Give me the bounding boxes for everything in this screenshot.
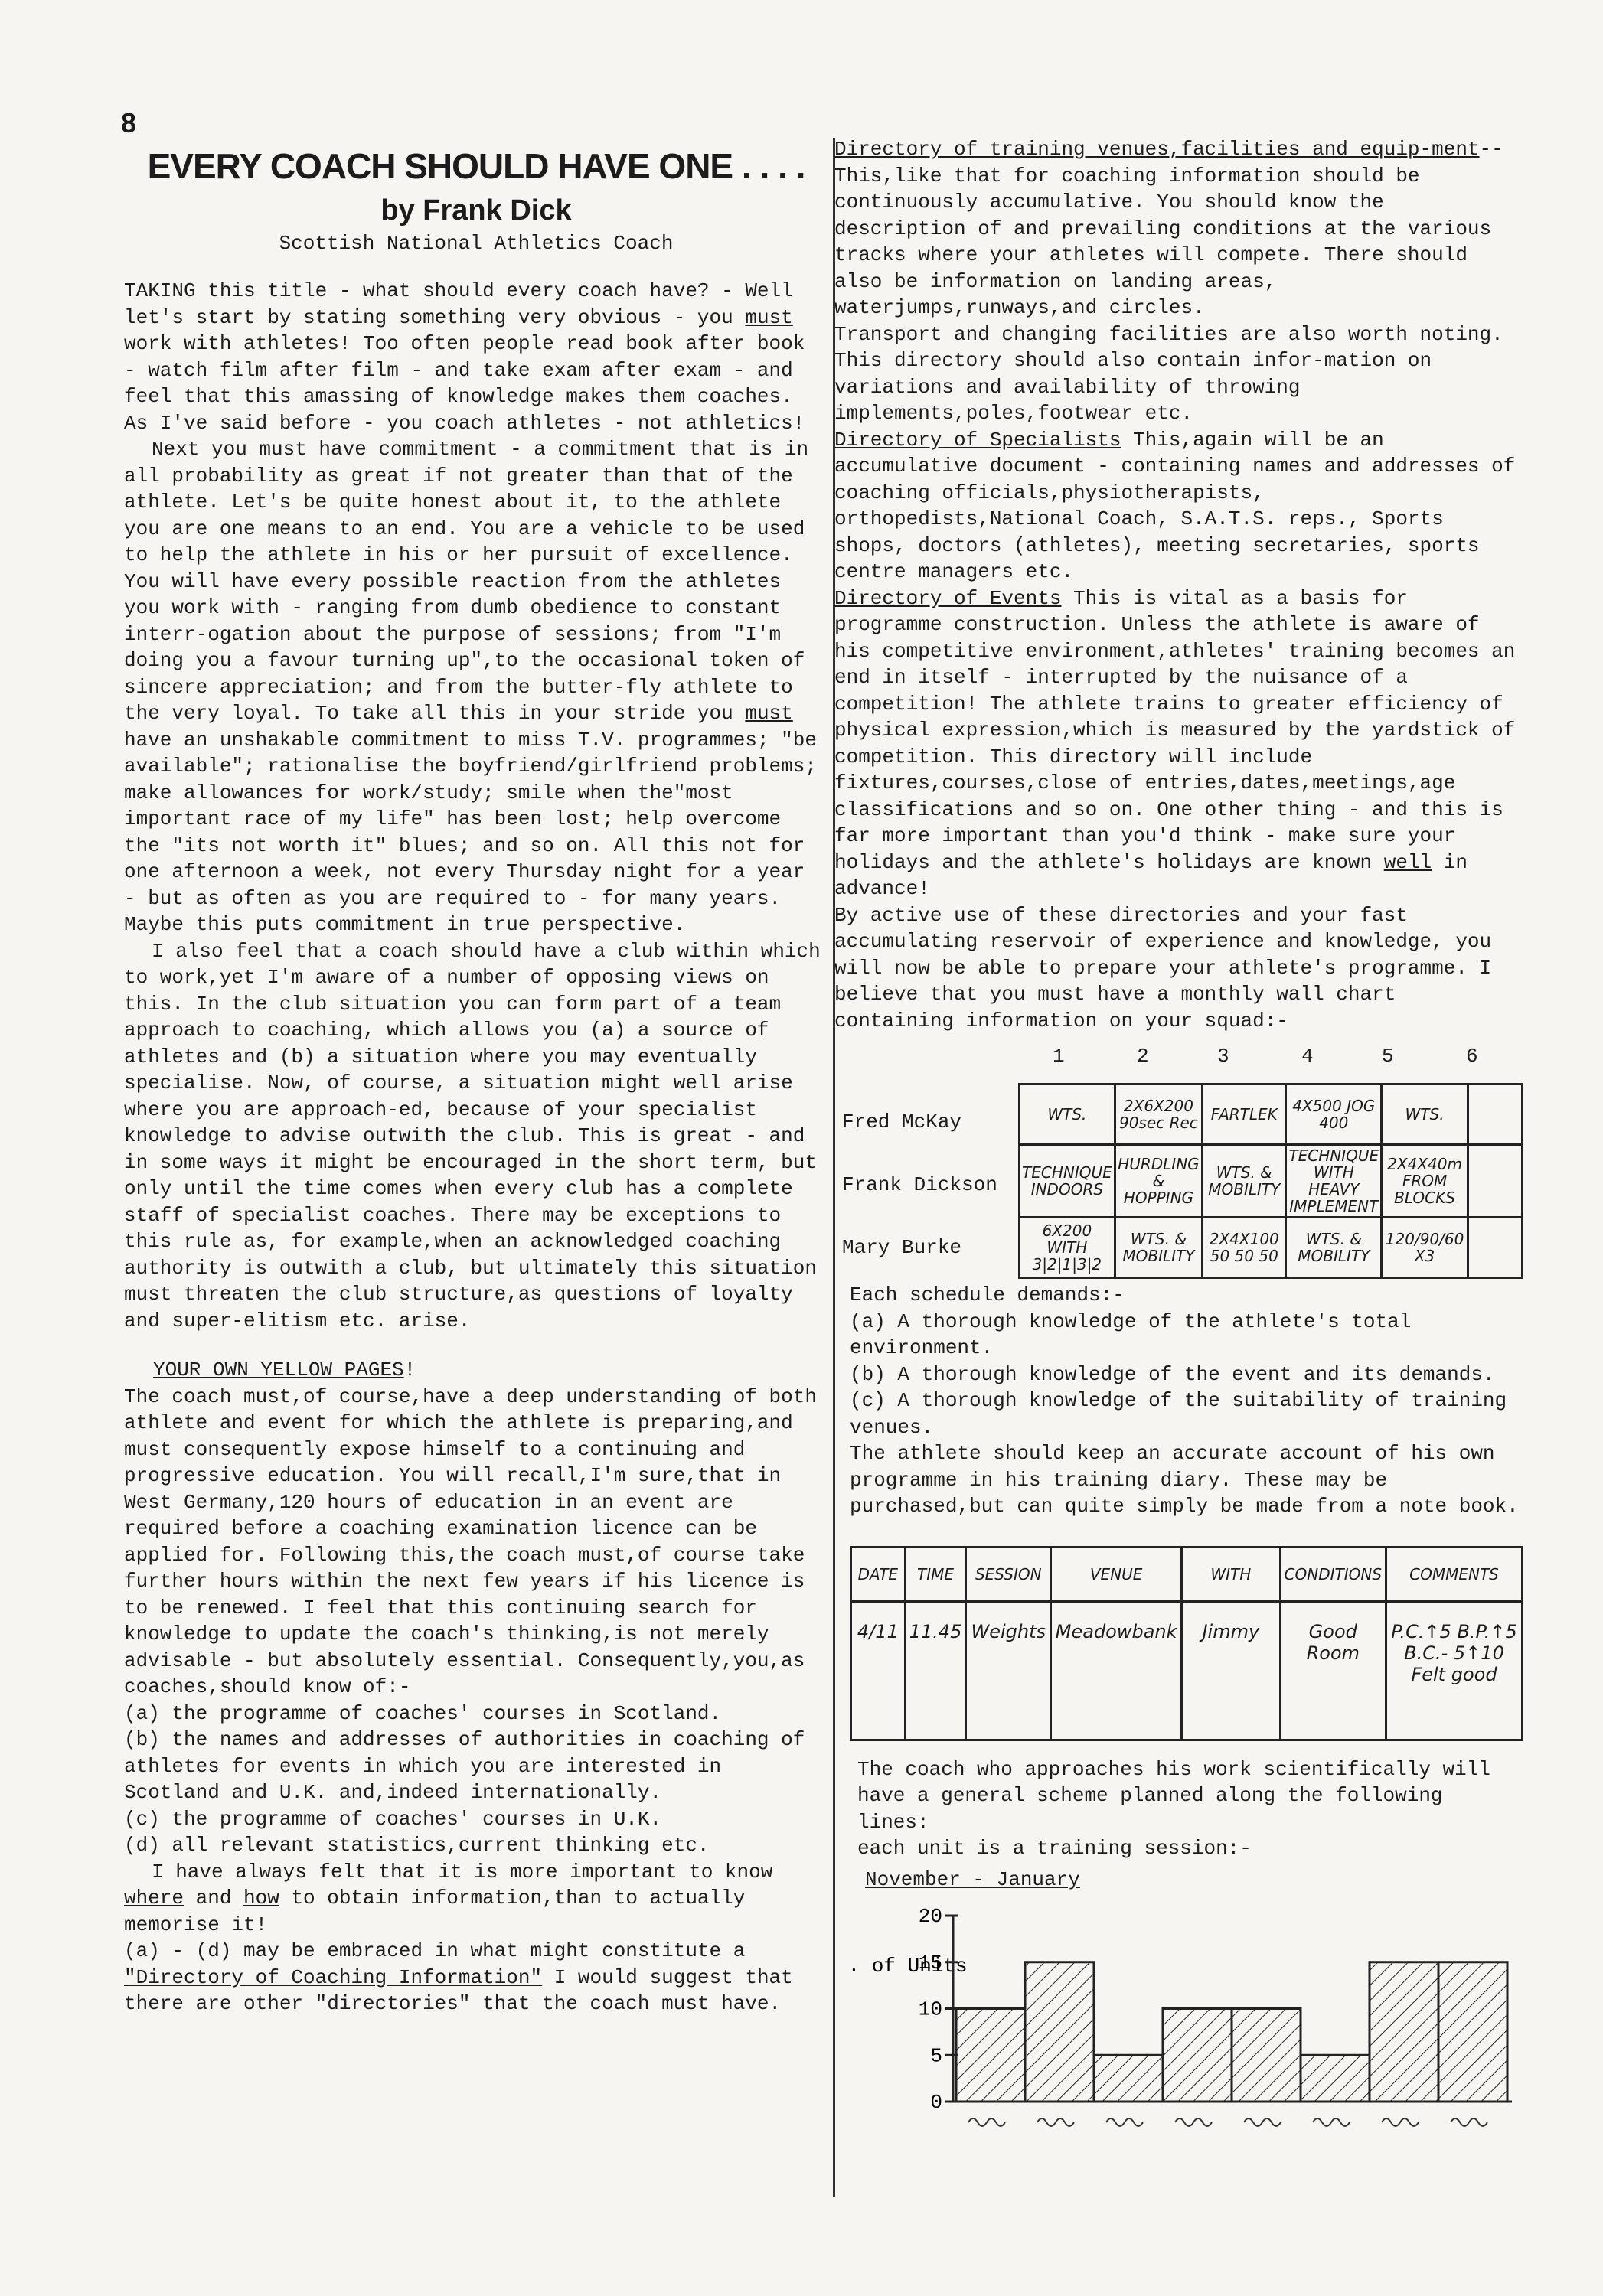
x-tick-scribble <box>1313 2118 1350 2126</box>
chart-bar <box>1232 2008 1301 2102</box>
athlete-name: Fred McKay <box>842 1110 962 1133</box>
y-axis-label: of Units <box>871 1954 968 1978</box>
x-tick-scribble <box>1382 2118 1419 2126</box>
diary-cell-venue: Meadowbank <box>1051 1601 1182 1740</box>
list-item-b: (b) the names and addresses of authorities in coaching of athletes for events in which you are interested in Scotland and U.K. and,indeed internationally. <box>124 1728 805 1804</box>
chart-bar <box>1163 2008 1232 2102</box>
paragraph-wallchart-intro: By active use of these directories and your fast accumulating reservoir of experience and knowledge, you will now be able to prepare your athlete's programme. I believe that you must have a monthly wall chart containing information on your squad:- <box>834 903 1492 1032</box>
chart-bar <box>1301 2055 1370 2102</box>
y-tick-label: 15 <box>918 1951 942 1975</box>
x-tick-scribble <box>1244 2118 1281 2126</box>
wall-chart-col-number: 2 <box>1137 1045 1149 1068</box>
schedule-intro: Each schedule demands:- <box>850 1283 1125 1306</box>
section-heading-yellow-pages: YOUR OWN YELLOW PAGES! <box>153 1358 416 1381</box>
athlete-name: Frank Dickson <box>842 1173 997 1196</box>
wall-chart-cell: FARTLEK <box>1203 1084 1286 1145</box>
wall-chart-cell: HURDLING & HOPPING <box>1115 1145 1202 1218</box>
athlete-name: Mary Burke <box>842 1236 962 1259</box>
paragraph-diary: The athlete should keep an accurate account of his own programme in his training diary. These may be purchased,but can quite simply be made from a note book. <box>850 1442 1519 1518</box>
paragraph-education: The coach must,of course,have a deep understanding of both athlete and event for which the athlete is preparing,and must consequently expose himself to a continuing and progressive education. You will recall,I'm sure,that in West Germany,120 hours of education in an event are required before a coaching examination licence can be applied for. Following this,the coach must,of course take further hours within the next few years if his licence is to be renewed. I feel that this continuing search for knowledge to update the coach's thinking,is not merely advisable - but absolutely essential. Consequently,you,as coaches,should know of:- <box>124 1384 817 1698</box>
article-title: EVERY COACH SHOULD HAVE ONE . . . . <box>147 146 805 186</box>
x-tick-scribble <box>968 2118 1005 2126</box>
wall-chart-row <box>1020 1145 1523 1218</box>
wall-chart-col-number: 3 <box>1217 1045 1229 1068</box>
diary-cell-comments: P.C.↑5 B.P.↑5 B.C.- 5↑10 Felt good <box>1386 1601 1523 1740</box>
x-tick-scribble <box>1106 2118 1143 2126</box>
wall-chart-cell: TECHNIQUE INDOORS <box>1020 1145 1115 1218</box>
diary-cell-conditions: Good Room <box>1280 1601 1386 1740</box>
wall-chart-cell: WTS. <box>1020 1084 1115 1145</box>
paragraph-events: Directory of Events This is vital as a basis for programme construction. Unless the athlete is aware of his competitive environment,athletes' training becomes an end in itself - interrupted by the nuisance of a competition! The athlete trains to greater efficiency of physical expression,which is measured by the yardstick of competition. This directory will include fixtures,courses,close of entries,dates,meetings,age classifications and so on. One other thing - and this is far more important than you'd think - make sure your holidays and the athlete's holidays are known well in advance! <box>834 586 1516 900</box>
wall-chart-cell: 2X4X40m FROM BLOCKS <box>1382 1145 1468 1218</box>
schedule-item-a: (a) A thorough knowledge of the athlete's total environment. <box>850 1309 1412 1359</box>
schedule-item-c: (c) A thorough knowledge of the suitability of training venues. <box>850 1389 1507 1439</box>
diary-header-row <box>851 1547 1523 1601</box>
wall-chart-cell: 2X6X200 90sec Rec <box>1115 1084 1202 1145</box>
paragraph-intro: TAKING this title - what should every coach have? - Well let's start by stating something very obvious - you must work with athletes! Too often people read book after book - watch film after film - and take exam after exam - and feel that this amassing of knowledge makes them coaches. As I've said before - you coach athletes - not athletics! <box>124 279 805 435</box>
author-affiliation: Scottish National Athletics Coach <box>279 232 674 255</box>
chart-bar <box>1094 2055 1163 2102</box>
list-item-d: (d) all relevant statistics,current thinking etc. <box>124 1834 710 1857</box>
y-tick-label: 5 <box>930 2043 942 2067</box>
right-column <box>834 136 1523 2136</box>
diary-header: DATE <box>851 1547 906 1601</box>
y-tick-label: 10 <box>918 1998 942 2020</box>
wall-chart-athletes <box>842 1091 997 1279</box>
paragraph-where-how: I have always felt that it is more important to know where and how to obtain information,than to actually memorise it! <box>124 1860 773 1936</box>
training-diary-table <box>850 1546 1523 1741</box>
wall-chart-cell: 4X500 JOG 400 <box>1286 1084 1382 1145</box>
page-number: 8 <box>121 107 137 139</box>
x-tick-scribble <box>1451 2118 1487 2126</box>
paragraph-scheme-unit: each unit is a training session:- <box>857 1837 1252 1860</box>
paragraph-transport: Transport and changing facilities are also worth noting. This directory should also contain infor-mation on variations and availability of throwing implements,poles,footwear etc. <box>834 322 1503 425</box>
y-tick-label: 20 <box>918 1904 942 1928</box>
units-chart-svg <box>850 1899 1523 2136</box>
wall-chart-row <box>1020 1084 1523 1145</box>
x-tick-scribble <box>1037 2118 1074 2126</box>
wall-chart-grid <box>1018 1083 1523 1279</box>
wall-chart-cell: 120/90/60 X3 <box>1382 1218 1468 1278</box>
diary-header: SESSION <box>966 1547 1051 1601</box>
wall-chart-col-number: 4 <box>1301 1045 1314 1068</box>
wall-chart-row <box>1020 1218 1523 1278</box>
chart-bar <box>956 2008 1025 2102</box>
diary-header: WITH <box>1182 1547 1280 1601</box>
wall-chart-cell <box>1468 1145 1522 1218</box>
wall-chart-cell: WTS. & MOBILITY <box>1115 1218 1202 1278</box>
wall-chart-cell: WTS. <box>1382 1084 1468 1145</box>
wall-chart-cell: 6X200 WITH 3|2|1|3|2 <box>1020 1218 1115 1278</box>
paragraph-club: I also feel that a coach should have a club within which to work,yet I'm aware of a number of opposing views on this. In the club situation you can form part of a team approach to coaching, which allows you (a) a source of athletes and (b) a situation where you may eventually specialise. Now, of course, a situation might well arise where you are approach-ed, because of your specialist knowledge to advise outwith the club. This is great - and in some ways it might be encouraged in the short term, but only until the time comes when every club has a complete staff of specialist coaches. There may be exceptions to this rule as, for example,when an acknowledged coaching authority is outwith a club, but ultimately this situation must threaten the club structure,as questions of loyalty and super-elitism etc. arise. <box>124 939 821 1332</box>
list-item-c: (c) the programme of coaches' courses in U.K. <box>124 1807 662 1831</box>
wall-chart-column-numbers <box>834 1045 1523 1068</box>
diary-cell-time: 11.45 <box>905 1601 966 1740</box>
x-tick-scribble <box>1175 2118 1212 2126</box>
wall-chart-col-number: 1 <box>1053 1045 1065 1068</box>
diary-row <box>851 1601 1523 1740</box>
chart-bar <box>1438 1962 1507 2101</box>
diary-header: VENUE <box>1051 1547 1182 1601</box>
chart-title: November - January <box>865 1867 1080 1891</box>
wall-chart-col-number: 6 <box>1466 1045 1478 1068</box>
diary-header: TIME <box>905 1547 966 1601</box>
paragraph-directories: (a) - (d) may be embraced in what might constitute a "Directory of Coaching Information" I would suggest that there are other "directories" that the coach must have. <box>124 1939 793 2015</box>
diary-cell-date: 4/11 <box>851 1601 906 1740</box>
units-bar-chart <box>850 1899 1523 2136</box>
article-author: by Frank Dick <box>380 194 572 227</box>
diary-cell-session: Weights <box>966 1601 1051 1740</box>
diary-header: CONDITIONS <box>1280 1547 1386 1601</box>
chart-bar <box>1025 1962 1094 2101</box>
list-item-a: (a) the programme of coaches' courses in Scotland. <box>124 1701 722 1725</box>
wall-chart-cell: WTS. & MOBILITY <box>1203 1145 1286 1218</box>
paragraph-venues: Directory of training venues,facilities and equip-ment--This,like that for coaching information should be continuously accumulative. You should know the description of and prevailing conditions at the various tracks where your athletes will compete. There should also be information on landing areas, waterjumps,runways,and circles. <box>834 138 1503 319</box>
wall-chart-cell <box>1468 1084 1522 1145</box>
paragraph-specialists: Directory of Specialists This,again will be an accumulative document - containing names and addresses of coaching officials,physiotherapists, orthopedists,National Coach, S.A.T.S. reps., Sports shops, doctors (athletes), meeting secretaries, sports centre managers etc. <box>834 428 1516 583</box>
wall-chart-col-number: 5 <box>1382 1045 1394 1068</box>
diary-cell-with: Jimmy <box>1182 1601 1280 1740</box>
left-column <box>124 145 828 2017</box>
wall-chart <box>834 1045 1523 1274</box>
wall-chart-cell <box>1468 1218 1522 1278</box>
wall-chart-cell: WTS. & MOBILITY <box>1286 1218 1382 1278</box>
paragraph-commitment: Next you must have commitment - a commitment that is in all probability as great if not greater than that of the athlete. Let's be quite honest about it, to the athlete you are one means to an end. You are a vehicle to be used to help the athlete in his or her pursuit of excellence. You will have every possible reaction from the athletes you work with - ranging from dumb obedience to constant interr-ogation about the purpose of sessions; from "I'm doing you a favour turning up",to the occasional token of sincere appreciation; and from the butter-fly athlete to the very loyal. To take all this in your stride you must have an unshakable commitment to miss T.V. programmes; "be available"; rationalise the boyfriend/girlfriend problems; make allowances for work/study; smile when the"most important race of my life" has been lost; help overcome the "its not worth it" blues; and so on. All this not for one afternoon a week, not every Thursday night for a year - but as often as you are required to - for many years. Maybe this puts commitment in true perspective. <box>124 438 817 936</box>
y-tick-label: 0 <box>930 2090 942 2114</box>
chart-bar <box>1370 1962 1438 2101</box>
wall-chart-cell: 2X4X100 50 50 50 <box>1203 1218 1286 1278</box>
diary-header: COMMENTS <box>1386 1547 1523 1601</box>
wall-chart-cell: TECHNIQUE WITH HEAVY IMPLEMENT <box>1286 1145 1382 1218</box>
schedule-item-b: (b) A thorough knowledge of the event and its demands. <box>850 1362 1495 1386</box>
paragraph-scheme: The coach who approaches his work scientifically will have a general scheme planned along the following lines: <box>857 1757 1490 1834</box>
